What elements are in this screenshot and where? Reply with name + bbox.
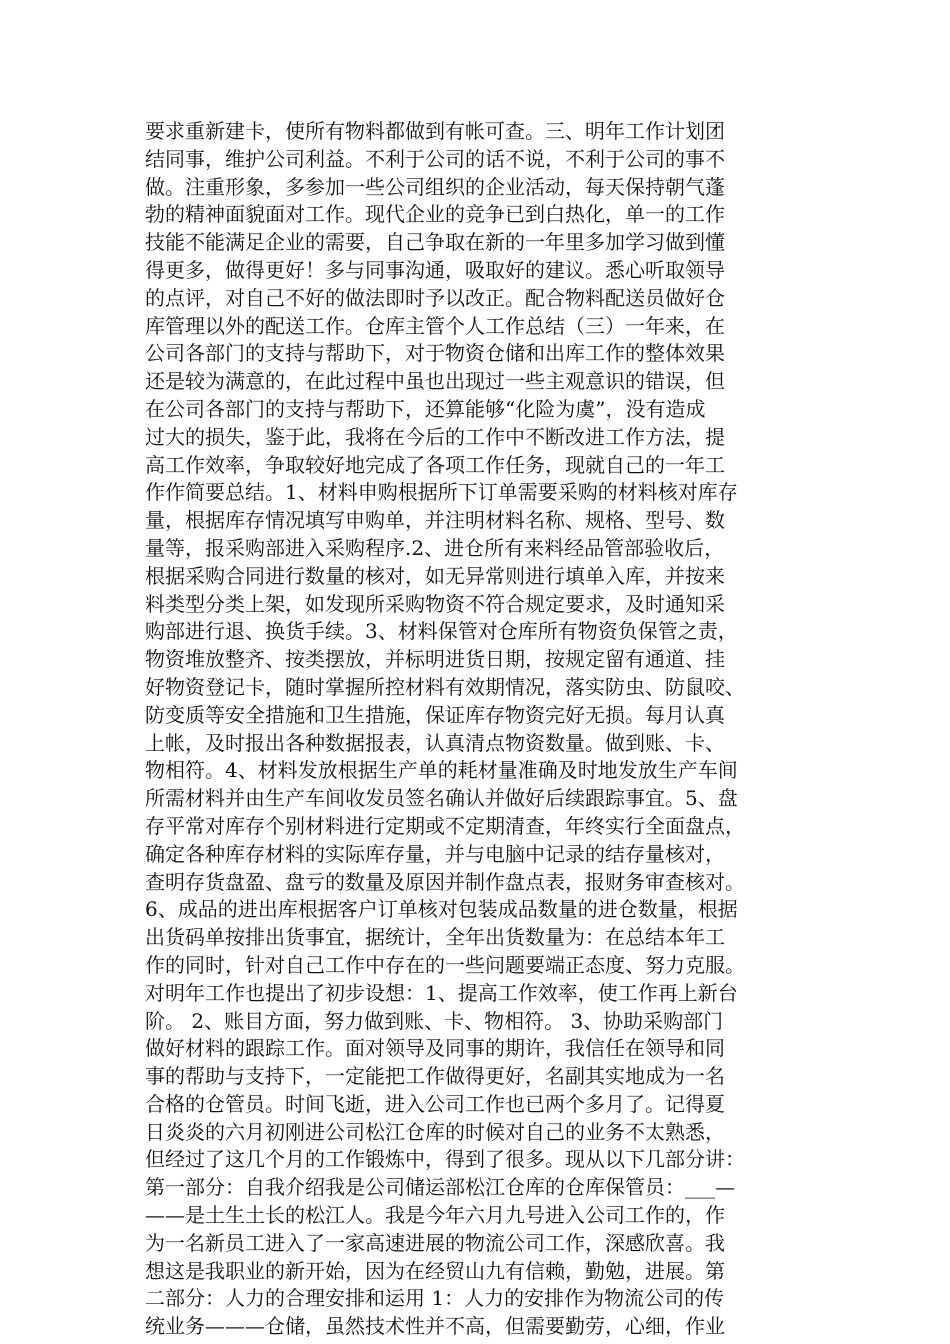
text-line: 物资堆放整齐、按类摆放，并标明进货日期，按规定留有通道、挂 xyxy=(145,647,725,672)
text-line: 确定各种库存材料的实际库存量，并与电脑中记录的结存量核对， xyxy=(145,841,725,866)
text-line: 6、成品的进出库根据客户订单核对包装成品数量的进仓数量，根据 xyxy=(145,897,738,922)
text-line: 料类型分类上架，如发现所采购物资不符合规定要求，及时通知采 xyxy=(145,591,725,616)
text-line: 做好材料的跟踪工作。面对领导及同事的期许，我信任在领导和同 xyxy=(145,1036,725,1061)
text-line: 存平常对库存个别材料进行定期或不定期清查，年终实行全面盘点， xyxy=(145,813,745,838)
text-line: 事的帮助与支持下，一定能把工作做得更好，名副其实地成为一名 xyxy=(145,1064,725,1089)
text-line: 防变质等安全措施和卫生措施，保证库存物资完好无损。每月认真 xyxy=(145,702,725,727)
text-line: 量，根据库存情况填写申购单，并注明材料名称、规格、型号、数 xyxy=(145,508,725,533)
text-line: 查明存货盘盈、盘亏的数量及原因并制作盘点表，报财务审查核对。 xyxy=(145,869,745,894)
text-line: 库管理以外的配送工作。仓库主管个人工作总结（三）一年来，在 xyxy=(145,313,725,338)
text-line: 在公司各部门的支持与帮助下，还算能够“化险为虞”，没有造成 xyxy=(145,396,706,421)
text-line: 要求重新建卡，使所有物料都做到有帐可查。三、明年工作计划团 xyxy=(145,119,725,143)
text-line: 但经过了这几个月的工作锻炼中，得到了很多。现从以下几部分讲： xyxy=(145,1147,745,1172)
text-line: 所需材料并由生产车间收发员签名确认并做好后续跟踪事宜。5、盘 xyxy=(145,786,738,811)
text-line: 二部分：人力的合理安排和运用 1：人力的安排作为物流公司的传 xyxy=(145,1286,725,1311)
text-line: ——是土生土长的松江人。我是今年六月九号进入公司工作的，作 xyxy=(145,1203,725,1228)
text-line: 好物资登记卡，随时掌握所控材料有效期情况，落实防虫、防鼠咬、 xyxy=(145,674,745,699)
text-line: 出货码单按排出货事宜，据统计，全年出货数量为：在总结本年工 xyxy=(145,925,725,950)
text-line: 的点评，对自己不好的做法即时予以改正。配合物料配送员做好仓 xyxy=(145,285,725,310)
text-line: 购部进行退、换货手续。3、材料保管对仓库所有物资负保管之责， xyxy=(145,619,738,644)
text-line: 结同事，维护公司利益。不利于公司的话不说，不利于公司的事不 xyxy=(145,146,725,171)
text-line: 勃的精神面貌面对工作。现代企业的竞争已到白热化，单一的工作 xyxy=(145,202,725,227)
text-line: 还是较为满意的，在此过程中虽也出现过一些主观意识的错误，但 xyxy=(145,369,725,394)
text-line: 根据采购合同进行数量的核对，如无异常则进行填单入库，并按来 xyxy=(145,563,725,588)
text-line: 想这是我职业的新开始，因为在经贸山九有信赖，勤勉，进展。第 xyxy=(145,1258,725,1283)
text-line: 上帐，及时报出各种数据报表，认真清点物资数量。做到账、卡、 xyxy=(145,730,725,755)
body-text xyxy=(145,118,812,1341)
text-line: 对明年工作也提出了初步设想：1、提高工作效率，使工作再上新台 xyxy=(145,980,738,1005)
text-line: 阶。 2、账目方面，努力做到账、卡、物相符。 3、协助采购部门 xyxy=(145,1008,724,1033)
text-line: 统业务———仓储，虽然技术性并不高，但需要勤劳，心细，作业 xyxy=(145,1314,725,1339)
text-line: 得更多，做得更好！多与同事沟通，吸取好的建议。悉心听取领导 xyxy=(145,257,725,282)
text-line: 公司各部门的支持与帮助下，对于物资仓储和出库工作的整体效果 xyxy=(145,341,725,366)
text-line: 日炎炎的六月初刚进公司松江仓库的时候对自己的业务不太熟悉， xyxy=(145,1119,725,1144)
text-line: 量等，报采购部进入采购程序.2、进仓所有来料经品管部验收后， xyxy=(145,535,725,560)
text-line: 为一名新员工进入了一家高速进展的物流公司工作，深感欣喜。我 xyxy=(145,1230,725,1255)
text-line: 作的同时，针对自己工作中存在的一些问题要端正态度、努力克服。 xyxy=(145,952,745,977)
text-line: 物相符。4、材料发放根据生产单的耗材量准确及时地发放生产车间 xyxy=(145,758,738,783)
text-line: 第一部分：自我介绍我是公司储运部松江仓库的仓库保管员：___— xyxy=(145,1175,735,1200)
text-line: 过大的损失，鉴于此，我将在今后的工作中不断改进工作方法，提 xyxy=(145,424,725,449)
text-line: 合格的仓管员。时间飞逝，进入公司工作也已两个多月了。记得夏 xyxy=(145,1091,725,1116)
text-line: 作作简要总结。1、材料申购根据所下订单需要采购的材料核对库存 xyxy=(145,480,738,505)
text-line: 技能不能满足企业的需要，自己争取在新的一年里多加学习做到懂 xyxy=(145,230,725,255)
text-line: 高工作效率，争取较好地完成了各项工作任务，现就自己的一年工 xyxy=(145,452,725,477)
text-line: 做。注重形象，多参加一些公司组织的企业活动，每天保持朝气蓬 xyxy=(145,174,725,199)
